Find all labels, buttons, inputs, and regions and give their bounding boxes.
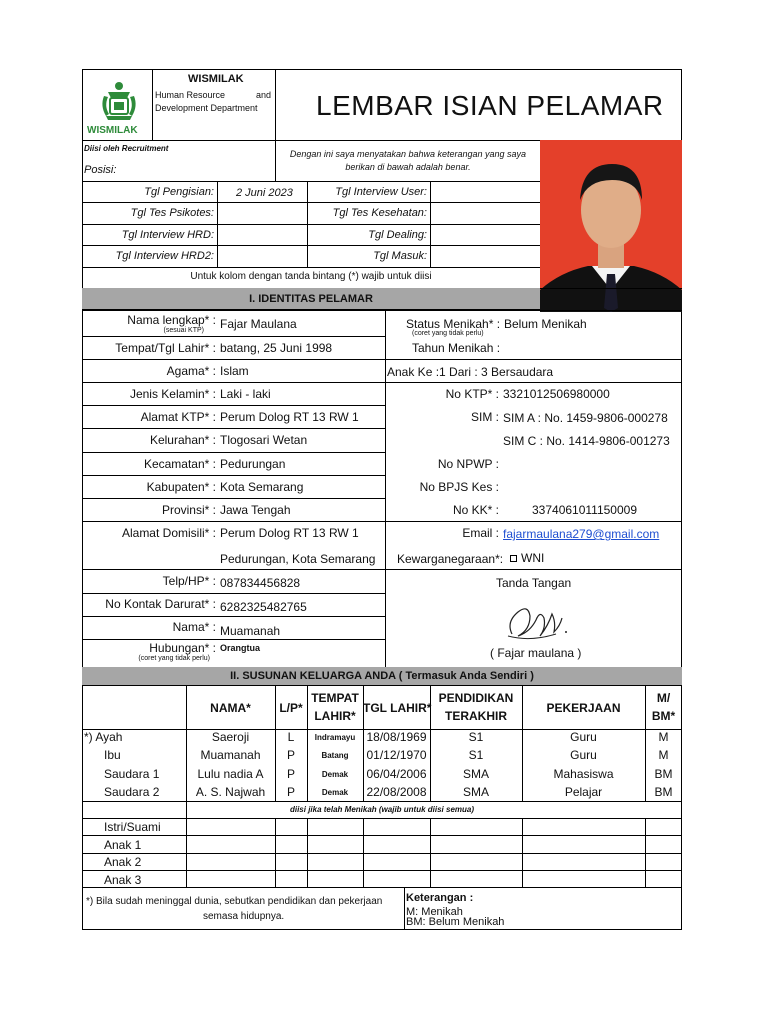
darurat-label: No Kontak Darurat* : — [105, 597, 216, 611]
telp-label: Telp/HP* : — [162, 574, 216, 588]
declaration-line2: berikan di bawah adalah benar. — [345, 162, 471, 172]
col-mbm-2: BM* — [651, 709, 676, 723]
row-lp[interactable]: P — [286, 748, 295, 762]
row-relation: Saudara 1 — [104, 767, 160, 781]
row-lp[interactable]: L — [287, 730, 295, 744]
col-nama: NAMA* — [210, 701, 251, 715]
sim-c-value[interactable]: SIM C : No. 1414-9806-001273 — [503, 434, 670, 448]
nama-sub: (sesuai KTP) — [163, 327, 204, 334]
kabupaten-label: Kabupaten* : — [146, 480, 216, 494]
row-tempat[interactable]: Indramayu — [314, 733, 356, 742]
bpjs-label: No BPJS Kes : — [419, 480, 499, 494]
col-tempat-1: TEMPAT — [311, 691, 359, 705]
kewarganegaraan-label: Kewarganegaraan*: — [397, 552, 504, 566]
tgl-dealing-label: Tgl Dealing: — [368, 229, 427, 241]
dept-line1b: and — [256, 90, 272, 100]
kecamatan-value[interactable]: Pedurungan — [220, 457, 286, 471]
section2-title: II. SUSUNAN KELUARGA ANDA ( Termasuk Anda Sendiri ) — [230, 670, 534, 682]
hubungan-sub: (coret yang tidak perlu) — [138, 655, 210, 662]
section1-title: I. IDENTITAS PELAMAR — [249, 293, 373, 305]
anak-ke[interactable]: Anak Ke :1 Dari : 3 Bersaudara — [387, 365, 554, 379]
jk-label: Jenis Kelamin* : — [129, 387, 216, 401]
ttd-name: ( Fajar maulana ) — [490, 646, 582, 660]
agama-label: Agama* : — [166, 364, 216, 378]
keterangan-m: M: Menikah — [406, 906, 463, 918]
keterangan-bm: BM: Belum Menikah — [406, 916, 505, 928]
status-sub: (coret yang tidak perlu) — [412, 330, 484, 337]
row-tgl[interactable]: 22/08/2008 — [366, 785, 427, 799]
col-mbm-1: M/ — [656, 691, 671, 705]
npwp-label: No NPWP : — [437, 457, 499, 471]
col-tgl: TGL LAHIR* — [363, 701, 432, 715]
domisili-label: Alamat Domisili* : — [121, 526, 216, 540]
row-tempat[interactable]: Demak — [321, 770, 349, 779]
tahun-menikah-label: Tahun Menikah : — [412, 341, 501, 355]
sim-label: SIM : — [470, 410, 499, 424]
ttl-label: Tempat/Tgl Lahir* : — [115, 341, 216, 355]
email-label: Email : — [462, 526, 499, 540]
row-kerja[interactable]: Mahasiswa — [553, 767, 614, 781]
page-title: LEMBAR ISIAN PELAMAR — [316, 90, 664, 121]
row-relation: *) Ayah — [84, 730, 123, 744]
row-mbm[interactable]: M — [658, 730, 669, 744]
dept-line1: Human Resource — [155, 90, 226, 100]
row-pend[interactable]: SMA — [462, 767, 489, 781]
logo-text: WISMILAK — [87, 125, 138, 136]
married-row-child2: Anak 2 — [104, 855, 142, 869]
row-tgl[interactable]: 06/04/2006 — [366, 767, 427, 781]
tgl-interview-hrd2-label: Tgl Interview HRD2: — [115, 250, 214, 262]
applicant-photo — [540, 140, 682, 312]
alamat-ktp-value[interactable]: Perum Dolog RT 13 RW 1 — [220, 410, 359, 424]
kelurahan-label: Kelurahan* : — [149, 433, 216, 447]
row-lp[interactable]: P — [286, 785, 295, 799]
row-nama[interactable]: Muamanah — [200, 748, 261, 762]
ttd-label: Tanda Tangan — [496, 576, 572, 590]
row-nama[interactable]: Lulu nadia A — [197, 767, 264, 781]
hubungan-value[interactable]: Orangtua — [220, 643, 261, 653]
nama-kontak-label: Nama* : — [172, 620, 216, 634]
row-kerja[interactable]: Pelajar — [564, 785, 603, 799]
married-note: diisi jika telah Menikah (wajib untuk diisi semua) — [289, 805, 475, 814]
row-lp[interactable]: P — [286, 767, 295, 781]
tgl-pengisian-value[interactable]: 2 Juni 2023 — [236, 187, 293, 199]
row-kerja[interactable]: Guru — [570, 730, 597, 744]
declaration-line1: Dengan ini saya menyatakan bahwa keterangan yang saya — [289, 149, 527, 159]
keterangan-title: Keterangan : — [406, 892, 474, 904]
footnote-line1: *) Bila sudah meninggal dunia, sebutkan pendidikan dan pekerjaan — [86, 896, 383, 907]
status-value[interactable]: Belum Menikah — [504, 317, 587, 331]
row-tgl[interactable]: 01/12/1970 — [366, 748, 427, 762]
provinsi-value[interactable]: Jawa Tengah — [220, 503, 291, 517]
row-pend[interactable]: S1 — [468, 730, 484, 744]
agama-value[interactable]: Islam — [220, 364, 249, 378]
signature — [500, 596, 580, 642]
row-pend[interactable]: S1 — [468, 748, 484, 762]
row-tempat[interactable]: Demak — [321, 788, 349, 797]
sim-a-value[interactable]: SIM A : No. 1459-9806-000278 — [503, 411, 668, 425]
darurat-value[interactable]: 6282325482765 — [220, 600, 307, 614]
ttl-value[interactable]: batang, 25 Juni 1998 — [220, 341, 333, 355]
mandatory-note: Untuk kolom dengan tanda bintang (*) wajib untuk diisi — [190, 271, 432, 282]
company-name: WISMILAK — [188, 73, 244, 85]
row-mbm[interactable]: M — [658, 748, 669, 762]
tgl-kesehatan-label: Tgl Tes Kesehatan: — [332, 207, 427, 219]
diisi-recruitment-label: Diisi oleh Recruitment — [84, 144, 169, 153]
row-pend[interactable]: SMA — [462, 785, 489, 799]
ktp-value[interactable]: 3321012506980000 — [503, 387, 610, 401]
col-pend-1: PENDIDIKAN — [438, 691, 514, 705]
wni-value: WNI — [521, 551, 545, 565]
col-pekerjaan: PEKERJAAN — [546, 701, 621, 715]
kelurahan-value[interactable]: Tlogosari Wetan — [220, 433, 308, 447]
married-row-child1: Anak 1 — [104, 838, 142, 852]
row-relation: Saudara 2 — [104, 785, 160, 799]
ktp-label: No KTP* : — [445, 387, 499, 401]
kk-value[interactable]: 3374061011150009 — [532, 503, 637, 517]
kk-label: No KK* : — [452, 503, 499, 517]
kecamatan-label: Kecamatan* : — [143, 457, 216, 471]
row-nama[interactable]: A. S. Najwah — [195, 785, 266, 799]
jk-value[interactable]: Laki - laki — [220, 387, 271, 401]
tgl-masuk-label: Tgl Masuk: — [373, 250, 427, 262]
alamat-ktp-label: Alamat KTP* : — [140, 410, 216, 424]
tgl-pengisian-label: Tgl Pengisian: — [144, 186, 214, 198]
tgl-interview-hrd-label: Tgl Interview HRD: — [121, 229, 214, 241]
telp-value[interactable]: 087834456828 — [220, 576, 301, 590]
footnote-line2: semasa hidupnya. — [203, 911, 285, 922]
married-row-spouse: Istri/Suami — [104, 820, 161, 834]
domisili-value2[interactable]: Pedurungan, Kota Semarang — [220, 552, 376, 566]
tgl-interview-user-label: Tgl Interview User: — [335, 186, 427, 198]
tgl-psikotes-label: Tgl Tes Psikotes: — [130, 207, 214, 219]
nama-kontak-value[interactable]: Muamanah — [220, 624, 281, 638]
hubungan-label: Hubungan* : — [149, 641, 216, 655]
kabupaten-value[interactable]: Kota Semarang — [220, 480, 304, 494]
married-row-child3: Anak 3 — [104, 873, 142, 887]
wni-checkbox[interactable] — [510, 555, 517, 562]
row-tempat[interactable]: Batang — [321, 751, 349, 760]
col-lp: L/P* — [279, 701, 303, 715]
row-mbm[interactable]: BM — [654, 785, 673, 799]
row-relation: Ibu — [104, 748, 121, 762]
row-nama[interactable]: Saeroji — [211, 730, 250, 744]
email-value[interactable]: fajarmaulana279@gmail.com — [503, 527, 660, 541]
dept-line2: Development Department — [155, 103, 258, 113]
col-tempat-2: LAHIR* — [314, 709, 356, 723]
status-label: Status Menikah* : — [406, 317, 501, 331]
nama-value[interactable]: Fajar Maulana — [220, 317, 297, 331]
domisili-value1[interactable]: Perum Dolog RT 13 RW 1 — [220, 526, 359, 540]
provinsi-label: Provinsi* : — [161, 503, 216, 517]
col-pend-2: TERAKHIR — [445, 709, 507, 723]
row-kerja[interactable]: Guru — [570, 748, 597, 762]
nama-label: Nama lengkap* : — [127, 313, 216, 327]
row-mbm[interactable]: BM — [654, 767, 673, 781]
posisi-label: Posisi: — [84, 164, 117, 176]
row-tgl[interactable]: 18/08/1969 — [366, 730, 427, 744]
